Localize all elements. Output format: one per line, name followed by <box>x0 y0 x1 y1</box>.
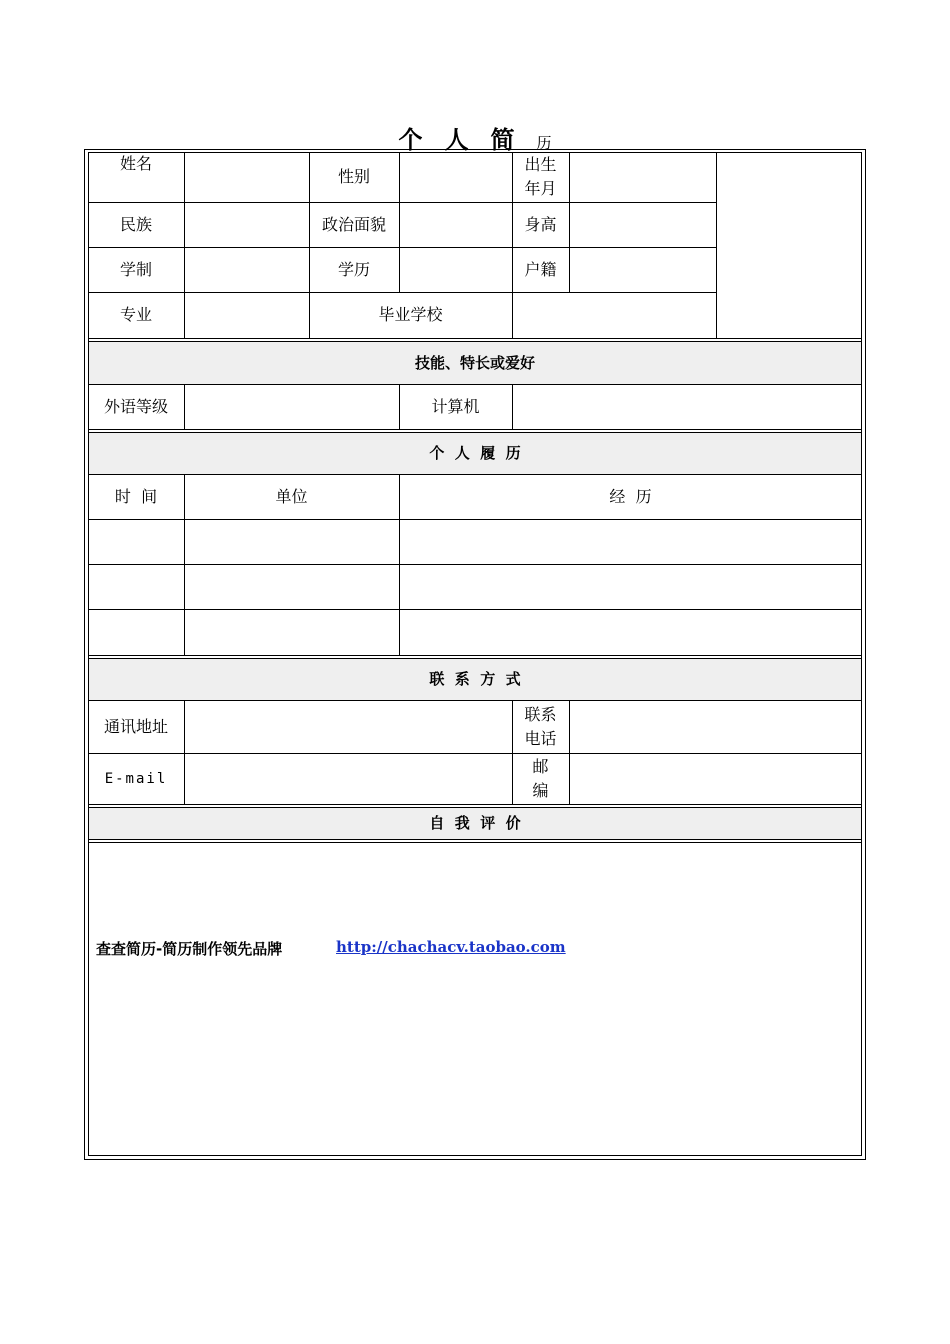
title-char-2: 人 <box>444 125 469 154</box>
postcode-label-line1: 邮 <box>532 757 549 776</box>
phone-label-line2: 电话 <box>524 729 557 748</box>
photo-area[interactable] <box>717 153 861 337</box>
divider <box>88 842 862 843</box>
education-field[interactable] <box>400 248 511 291</box>
phone-label <box>512 702 569 752</box>
self-eval-section-header: 自 我 评 价 <box>429 814 521 832</box>
address-field[interactable] <box>185 701 511 752</box>
ethnicity-field[interactable] <box>185 203 308 246</box>
skills-section-header: 技能、特长或爱好 <box>414 353 535 372</box>
hukou-field[interactable] <box>570 248 715 291</box>
name-field[interactable] <box>185 153 308 201</box>
history-col-time: 时 间 <box>114 486 158 506</box>
phone-field[interactable] <box>570 701 861 752</box>
brand-link[interactable]: http://chachacv.taobao.com <box>336 938 566 956</box>
language-level-label: 外语等级 <box>103 396 168 416</box>
table-row[interactable] <box>89 610 861 654</box>
birth-label-line1: 出生 <box>524 155 557 174</box>
height-field[interactable] <box>570 203 715 246</box>
height-label: 身高 <box>524 214 557 234</box>
contact-section-header: 联 系 方 式 <box>429 670 521 688</box>
name-label: 姓名 <box>119 154 152 173</box>
postcode-label <box>512 754 569 804</box>
history-section-header: 个 人 履 历 <box>429 444 521 462</box>
school-field[interactable] <box>513 293 715 337</box>
table-row[interactable] <box>89 565 861 608</box>
divider <box>88 804 862 805</box>
major-label: 专业 <box>119 305 152 324</box>
history-col-unit: 单位 <box>275 486 308 506</box>
address-label: 通讯地址 <box>103 716 168 736</box>
political-status-field[interactable] <box>400 203 511 246</box>
title-char-4: 历 <box>536 134 552 152</box>
postcode-field[interactable] <box>570 754 861 803</box>
history-col-experience: 经 历 <box>609 486 652 506</box>
education-label: 学历 <box>337 259 370 279</box>
title-char-1: 个 <box>398 125 423 154</box>
birth-label <box>512 152 569 202</box>
ethnicity-label: 民族 <box>119 214 152 234</box>
email-field[interactable] <box>185 754 511 803</box>
divider <box>88 338 862 339</box>
computer-field[interactable] <box>513 385 861 428</box>
divider <box>88 655 862 656</box>
political-status-label: 政治面貌 <box>321 214 386 234</box>
gender-field[interactable] <box>400 153 511 201</box>
table-row[interactable] <box>89 520 861 563</box>
gender-label: 性别 <box>337 167 370 186</box>
birth-label-line2: 年月 <box>524 179 557 198</box>
brand-text: 查查简历-简历制作领先品牌 <box>96 940 283 958</box>
divider <box>88 429 862 430</box>
hukou-label: 户籍 <box>524 259 557 279</box>
phone-label-line1: 联系 <box>524 705 557 724</box>
postcode-label-line2: 编 <box>532 781 549 800</box>
schooling-label: 学制 <box>119 259 152 279</box>
email-label: E-mail <box>104 770 168 787</box>
language-level-field[interactable] <box>185 385 398 428</box>
schooling-field[interactable] <box>185 248 308 291</box>
major-field[interactable] <box>185 293 308 337</box>
school-label: 毕业学校 <box>378 305 443 324</box>
divider <box>88 839 862 840</box>
birth-field[interactable] <box>570 153 715 201</box>
title-char-3: 简 <box>490 125 515 154</box>
computer-label: 计算机 <box>431 396 480 416</box>
